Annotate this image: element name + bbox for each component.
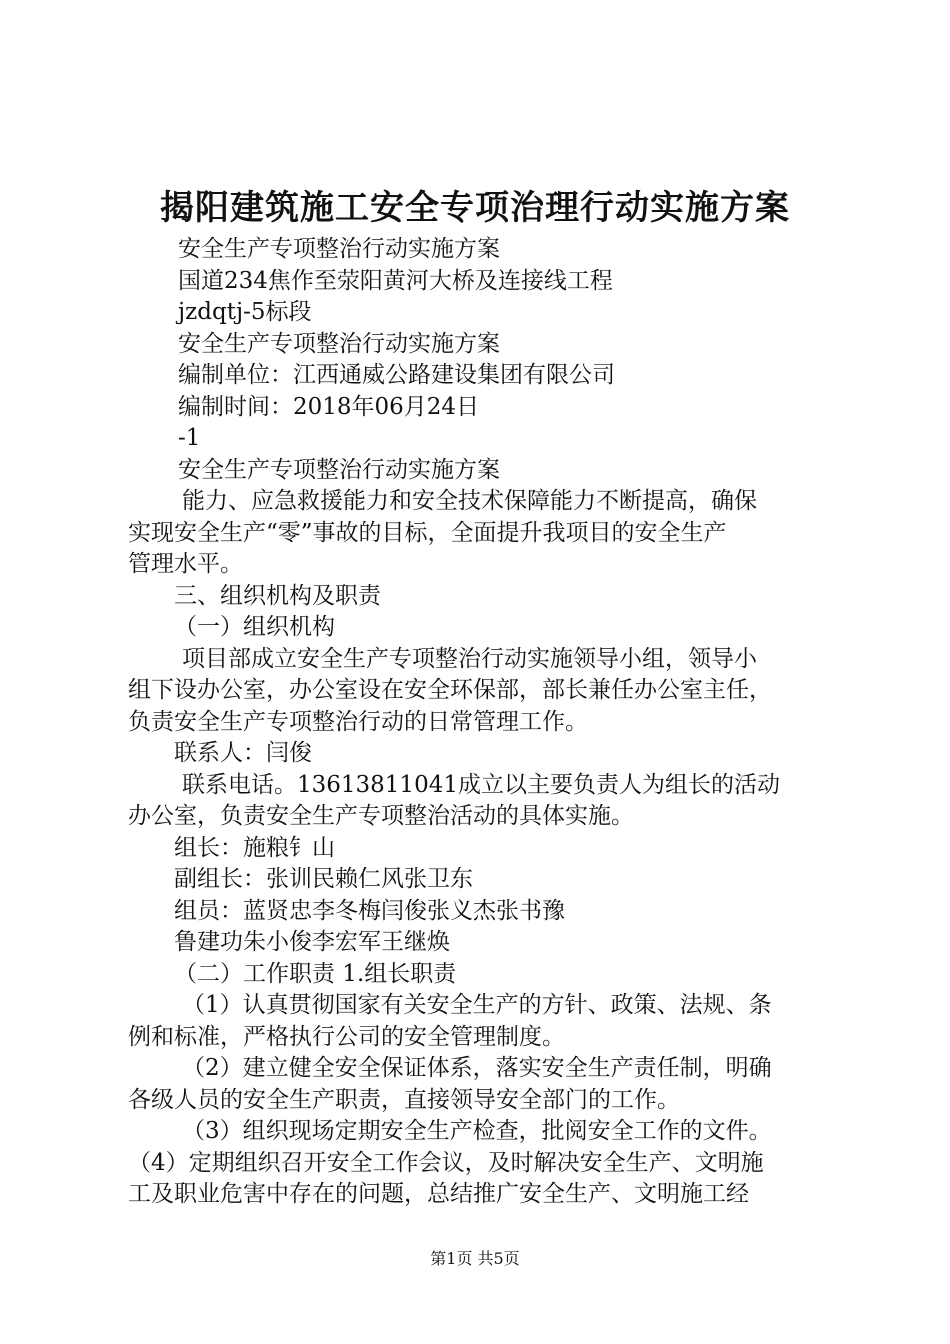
paragraph-line: 项目部成立安全生产专项整治行动实施领导小组，领导小 [182, 645, 757, 672]
members-line: 组员：蓝贤忠李冬梅闫俊张义杰张书豫 [174, 897, 565, 924]
document-body [128, 234, 828, 1211]
text-line: 安全生产专项整治行动实施方案 [178, 236, 500, 262]
vice-leader-line: 副组长：张训民赖仁风张卫东 [174, 866, 473, 892]
paragraph-line: 各级人员的安全生产职责，直接领导安全部门的工作。 [128, 1086, 680, 1113]
paragraph-line: （3）组织现场定期安全生产检查，批阅安全工作的文件。 [182, 1118, 772, 1144]
leader-line: 组长：施粮钅山 [174, 834, 335, 861]
paragraph-line: 组下设办公室，办公室设在安全环保部，部长兼任办公室主任， [128, 677, 772, 703]
paragraph-line: 负责安全生产专项整治行动的日常管理工作。 [128, 708, 588, 735]
text-line: 安全生产专项整治行动实施方案 [178, 330, 500, 357]
paragraph-line: 实现安全生产“零”事故的目标，全面提升我项目的安全生产 [128, 519, 727, 546]
paragraph-line: 例和标准，严格执行公司的安全管理制度。 [128, 1023, 565, 1050]
page-number: 第1页 共5页 [430, 1249, 520, 1268]
text-line: jzdqtj-5标段 [178, 299, 312, 325]
text-line: 编制单位：江西通威公路建设集团有限公司 [178, 362, 615, 388]
paragraph-line: 管理水平。 [128, 551, 243, 577]
paragraph-line: （2）建立健全安全保证体系，落实安全生产责任制，明确 [182, 1055, 772, 1081]
document-title: 揭阳建筑施工安全专项治理行动实施方案 [160, 188, 790, 228]
subsection-heading: （一）组织机构 [174, 614, 335, 640]
section-heading: 三、组织机构及职责 [174, 582, 381, 609]
paragraph-line: 能力、应急救援能力和安全技术保障能力不断提高，确保 [182, 488, 757, 514]
paragraph-line: 办公室，负责安全生产专项整治活动的具体实施。 [128, 803, 634, 829]
text-line: 国道234焦作至荥阳黄河大桥及连接线工程 [178, 267, 613, 294]
paragraph-line: （1）认真贯彻国家有关安全生产的方针、政策、法规、条 [182, 992, 772, 1018]
paragraph-line: 工及职业危害中存在的问题，总结推广安全生产、文明施工经 [128, 1181, 749, 1207]
text-line: 安全生产专项整治行动实施方案 [178, 456, 500, 483]
paragraph-line: （4）定期组织召开安全工作会议，及时解决安全生产、文明施 [128, 1149, 764, 1176]
text-line: 编制时间：2018年06月24日 [178, 393, 480, 420]
text-line: -1 [178, 425, 201, 451]
contact-person: 联系人：闫俊 [174, 740, 312, 766]
members-line: 鲁建功朱小俊李宏军王继焕 [174, 929, 450, 955]
paragraph-line: 联系电话。13613811041成立以主要负责人为组长的活动 [182, 771, 780, 798]
subsection-heading: （二）工作职责 1.组长职责 [174, 960, 457, 987]
